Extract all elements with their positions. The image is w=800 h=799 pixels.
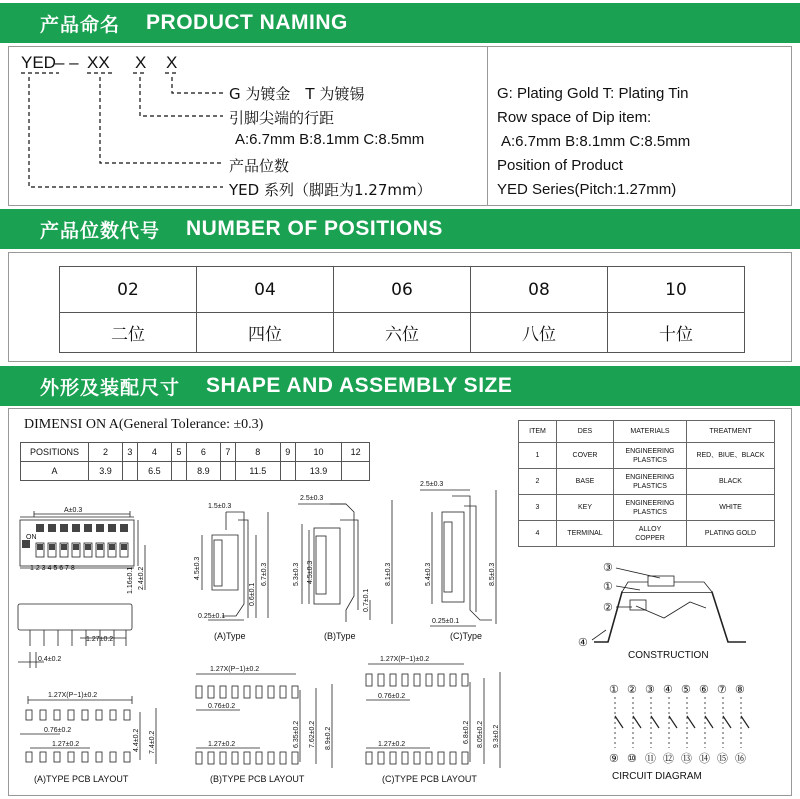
mat-material: ALLOY COPPER [614,521,687,547]
label-a-dim: A±0.3 [64,507,83,514]
pcb-layout-c [366,664,500,768]
mat-item: 1 [519,443,557,469]
label-dim-45-b: 4.5±0.3 [307,560,314,584]
dim-header: 10 [295,443,341,462]
label-dim-45-a: 4.5±0.3 [194,556,201,580]
dim-header: 5 [171,443,186,462]
position-label: 六位 [334,313,471,353]
dim-header: 4 [137,443,171,462]
circuit-pin-top: ⑤ [681,684,691,696]
label-circuit: CIRCUIT DIAGRAM [612,771,702,782]
dim-header: 9 [280,443,295,462]
circuit-pin-bottom: ⑮ [717,753,728,765]
label-dim-076-c: 0.76±0.2 [378,693,406,700]
position-label: 八位 [471,313,608,353]
code-yed: YED [21,53,56,72]
label-dim-68: 6.8±0.2 [463,720,470,744]
label-dim-762: 7.62±0.2 [309,720,316,748]
label-pitch-c: 1.27X(P−1)±0.2 [380,656,430,663]
label-dim-076-a: 0.76±0.2 [44,727,72,734]
section-title-zh: 产品命名 [40,13,121,36]
type-c-profile [420,490,496,626]
label-construction: CONSTRUCTION [628,650,709,661]
circuit-pin-top: ⑦ [717,684,727,696]
mat-des: TERMINAL [557,521,614,547]
naming-zh-2: 引脚尖端的行距 [229,109,335,127]
naming-zh-1: G 为镀金 T 为镀锡 [229,85,365,103]
label-dim-127: 1.27±0.2 [86,636,114,643]
label-type-b: (B)Type [324,631,356,641]
label-type-c: (C)Type [450,631,483,641]
label-dim-74: 7.4±0.2 [149,730,156,754]
code-xx: XX [87,53,110,72]
label-dim-076-b: 0.76±0.2 [208,703,236,710]
label-dim-127-b: 1.27±0.2 [208,741,236,748]
label-dim-24: 2.4±0.2 [138,566,145,590]
label-pin-numbers: 1 2 3 4 5 6 7 8 [30,565,75,572]
dim-header: 3 [122,443,137,462]
label-pitch-b: 1.27X(P−1)±0.2 [210,666,260,673]
position-label: 二位 [60,313,197,353]
label-on: ON [26,534,37,541]
dim-cell: 3.9 [89,462,123,481]
code-dash: – – [55,53,79,72]
label-dim-127-a: 1.27±0.2 [52,741,80,748]
label-dim-07: 0.7±0.1 [363,588,370,612]
label-dim-116: 1.16±0.1 [127,566,134,594]
label-dim-44: 4.4±0.2 [133,728,140,752]
section-title-zh: 外形及装配尺寸 [40,376,181,399]
section-title-zh: 产品位数代号 [40,219,161,242]
label-dim-04: 0.4±0.2 [38,656,62,663]
mat-item: 4 [519,521,557,547]
circuit-pin-top: ⑥ [699,684,709,696]
mat-treatment: PLATING GOLD [687,521,775,547]
label-dim-025-a: 0.25±0.1 [198,613,226,620]
mat-treatment: WHITE [687,495,775,521]
label-dim-53: 5.3±0.3 [293,562,300,586]
naming-en-2: Row space of Dip item: [497,109,652,126]
mat-header: DES [557,421,614,443]
dim-cell: A [21,462,89,481]
mat-item: 2 [519,469,557,495]
circuit-pin-bottom: ⑫ [663,753,674,765]
dim-cell: 8.9 [186,462,220,481]
label-pcb-c: (C)TYPE PCB LAYOUT [382,774,477,784]
callout-3: ③ [603,562,613,574]
mat-des: COVER [557,443,614,469]
dim-header: 2 [89,443,123,462]
label-dim-81: 8.1±0.3 [385,562,392,586]
section-title-en: PRODUCT NAMING [146,11,348,34]
dim-header: POSITIONS [21,443,89,462]
label-dim-85: 8.5±0.3 [489,562,496,586]
position-label: 十位 [608,313,745,353]
callout-1: ① [603,581,613,593]
circuit-pin-top: ③ [645,684,655,696]
label-dim-805: 8.05±0.2 [477,720,484,748]
position-code: 04 [197,267,334,313]
mat-item: 3 [519,495,557,521]
dim-cell: 13.9 [295,462,341,481]
dimension-title: DIMENSI ON A(General Tolerance: ±0.3) [24,417,264,432]
label-dim-93: 9.3±0.2 [493,724,500,748]
mat-des: BASE [557,469,614,495]
label-dim-67: 6.7±0.3 [261,562,268,586]
label-dim-127-c: 1.27±0.2 [378,741,406,748]
circuit-diagram [615,697,749,748]
circuit-pin-bottom: ⑨ [609,753,619,765]
position-code: 06 [334,267,471,313]
callout-4: ④ [578,637,588,649]
label-dim-89: 8.9±0.2 [325,726,332,750]
mat-treatment: BLACK [687,469,775,495]
section-title-en: SHAPE AND ASSEMBLY SIZE [206,374,513,397]
naming-zh-5: YED 系列（脚距为1.27mm） [229,181,432,199]
circuit-pin-bottom: ⑩ [627,753,637,765]
circuit-pin-bottom: ⑯ [735,753,746,765]
dim-header: 12 [342,443,370,462]
type-a-profile [202,512,268,620]
dim-cell: 6.5 [137,462,171,481]
label-dim-06: 0.6±0.1 [249,582,256,606]
circuit-pin-top: ① [609,684,619,696]
dim-cell: 11.5 [235,462,280,481]
circuit-pin-top: ⑧ [735,684,745,696]
switch-side-view [18,604,132,668]
label-dim-25-c: 2.5±0.3 [420,481,444,488]
position-code: 02 [60,267,197,313]
code-x1: X [135,53,147,72]
dim-header: 8 [235,443,280,462]
label-pcb-a: (A)TYPE PCB LAYOUT [34,774,129,784]
naming-en-5: YED Series(Pitch:1.27mm) [497,181,677,198]
label-pcb-b: (B)TYPE PCB LAYOUT [210,774,305,784]
label-dim-025-c: 0.25±0.1 [432,618,460,625]
callout-2: ② [603,602,613,614]
label-type-a: (A)Type [214,631,246,641]
circuit-pin-bottom: ⑬ [681,753,692,765]
circuit-pin-top: ④ [663,684,673,696]
construction-drawing [592,568,746,642]
section-title-en: NUMBER OF POSITIONS [186,217,443,240]
dim-header: 7 [220,443,235,462]
dim-header: 6 [186,443,220,462]
naming-en-3: A:6.7mm B:8.1mm C:8.5mm [501,133,691,150]
naming-zh-4: 产品位数 [229,157,290,175]
naming-zh-3: A:6.7mm B:8.1mm C:8.5mm [235,131,425,148]
naming-en-1: G: Plating Gold T: Plating Tin [497,85,689,102]
naming-en-4: Position of Product [497,157,623,174]
label-dim-25-b: 2.5±0.3 [300,495,324,502]
mat-material: ENGINEERING PLASTICS [614,469,687,495]
label-pitch-a: 1.27X(P−1)±0.2 [48,692,98,699]
label-dim-15: 1.5±0.3 [208,503,232,510]
mat-treatment: RED、BIUE、BLACK [687,443,775,469]
mat-header: MATERIALS [614,421,687,443]
mat-header: TREATMENT [687,421,775,443]
circuit-pin-bottom: ⑭ [699,753,710,765]
mat-material: ENGINEERING PLASTICS [614,495,687,521]
position-label: 四位 [197,313,334,353]
position-code: 10 [608,267,745,313]
label-dim-54: 5.4±0.3 [425,562,432,586]
mat-material: ENGINEERING PLASTICS [614,443,687,469]
circuit-pin-top: ② [627,684,637,696]
mat-des: KEY [557,495,614,521]
code-x2: X [166,53,178,72]
mat-header: ITEM [519,421,557,443]
label-dim-635: 6.35±0.2 [293,720,300,748]
position-code: 08 [471,267,608,313]
circuit-pin-bottom: ⑪ [645,753,656,765]
